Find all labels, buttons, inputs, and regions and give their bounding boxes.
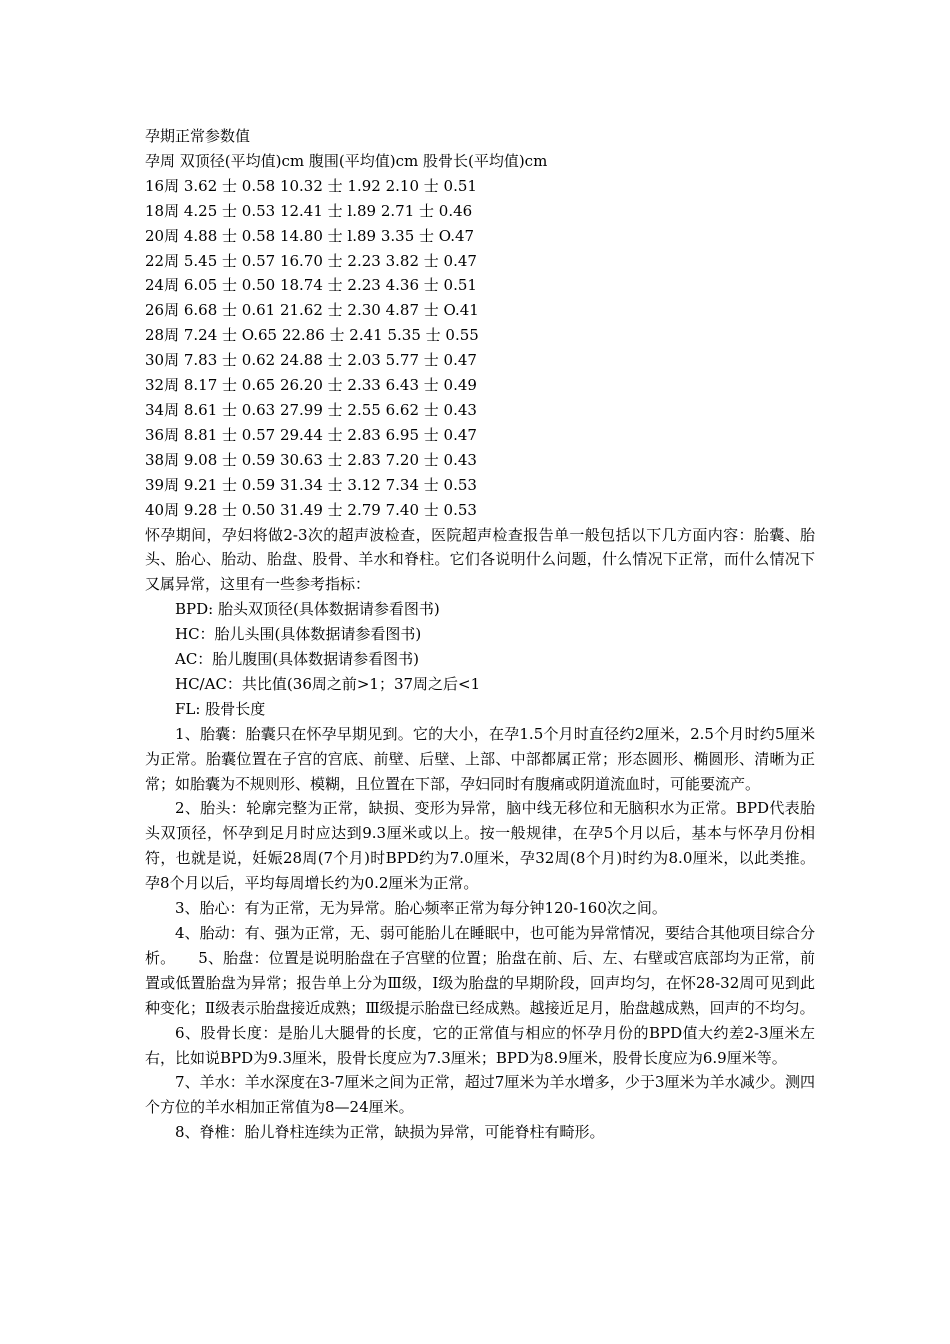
table-header: 孕周 双顶径(平均值)cm 腹围(平均值)cm 股骨长(平均值)cm [145,151,548,170]
abbreviation-hc: HC：胎儿头围(具体数据请参看图书) [175,625,422,644]
table-row: 36周 8.81 士 0.57 29.44 士 2.83 6.95 士 0.47 [145,425,477,444]
document-body [145,124,815,1145]
document-title: 孕期正常参数值 [145,127,251,145]
table-row: 26周 6.68 士 0.61 21.62 士 2.30 4.87 士 O.41 [145,301,479,320]
abbreviation-list [145,597,815,722]
section-femur-length: 6、股骨长度：是胎儿大腿骨的长度，它的正常值与相应的怀孕月份的BPD值大约差2-3厘米左右，比如说BPD为9.3厘米，股骨长度应为7.3厘米；BPD为8.9厘米，股骨长度应为6.9厘米等。 [145,1023,815,1067]
abbreviation-bpd: BPD: 胎头双顶径(具体数据请参看图书) [175,600,440,619]
section-gestational-sac: 1、胎囊：胎囊只在怀孕早期见到。它的大小，在孕1.5个月时直径约2厘米，2.5个月时约5厘米为正常。胎囊位置在子宫的宫底、前壁、后壁、上部、中部都属正常；形态圆形、椭圆形、清晰为正常；如胎囊为不规则形、模糊，且位置在下部，孕妇同时有腹痛或阴道流血时，可能要流产。 [145,724,815,793]
table-row: 20周 4.88 士 0.58 14.80 士 l.89 3.35 士 O.47 [145,226,475,245]
sections [145,722,815,1145]
abbreviation-ac: AC：胎儿腹围(具体数据请参看图书) [175,650,420,669]
table-row: 34周 8.61 士 0.63 27.99 士 2.55 6.62 士 0.43 [145,400,477,419]
table-row: 22周 5.45 士 0.57 16.70 士 2.23 3.82 士 0.47 [145,251,477,270]
table-row: 40周 9.28 士 0.50 31.49 士 2.79 7.40 士 0.53 [145,500,477,519]
section-spine: 8、脊椎：胎儿脊柱连续为正常，缺损为异常，可能脊柱有畸形。 [175,1123,605,1142]
table-row: 39周 9.21 士 0.59 31.34 士 3.12 7.34 士 0.53 [145,475,477,494]
abbreviation-hc-ac: HC/AC：共比值(36周之前>1；37周之后<1 [175,674,481,693]
section-fetal-heart: 3、胎心：有为正常，无为异常。胎心频率正常为每分钟120-160次之间。 [175,899,667,918]
table-row: 24周 6.05 士 0.50 18.74 士 2.23 4.36 士 0.51 [145,276,477,295]
table-row: 16周 3.62 士 0.58 10.32 士 1.92 2.10 士 0.51 [145,176,477,195]
table-row: 18周 4.25 士 0.53 12.41 士 l.89 2.71 士 0.46 [145,201,473,220]
section-fetal-movement-placenta: 4、胎动：有、强为正常，无、弱可能胎儿在睡眠中，也可能为异常情况，要结合其他项目综合分析。 5、胎盘：位置是说明胎盘在子宫壁的位置；胎盘在前、后、左、右壁或宫底部均为正常，前置或低置胎盘为异常；报告单上分为Ⅲ级，Ⅰ级为胎盘的早期阶段，回声均匀，在怀28-32周可见到此种变化；Ⅱ级表示胎盘接近成熟；Ⅲ级提示胎盘已经成熟。越接近足月，胎盘越成熟，回声的不均匀。 [145,924,815,1017]
intro-paragraph: 怀孕期间，孕妇将做2-3次的超声波检查，医院超声检查报告单一般包括以下几方面内容：胎囊、胎头、胎心、胎动、胎盘、股骨、羊水和脊柱。它们各说明什么问题，什么情况下正常，而什么情况下又属异常，这里有一些参考指标： [145,525,815,594]
abbreviation-fl: FL: 股骨长度 [175,699,266,718]
table-row: 30周 7.83 士 0.62 24.88 士 2.03 5.77 士 0.47 [145,351,477,370]
table-row: 28周 7.24 士 O.65 22.86 士 2.41 5.35 士 0.55 [145,326,479,345]
data-rows [145,174,815,523]
section-amniotic-fluid: 7、羊水：羊水深度在3-7厘米之间为正常，超过7厘米为羊水增多，少于3厘米为羊水减少。测四个方位的羊水相加正常值为8—24厘米。 [145,1073,815,1117]
table-row: 32周 8.17 士 0.65 26.20 士 2.33 6.43 士 0.49 [145,376,477,395]
table-row: 38周 9.08 士 0.59 30.63 士 2.83 7.20 士 0.43 [145,450,477,469]
section-fetal-head: 2、胎头：轮廓完整为正常，缺损、变形为异常，脑中线无移位和无脑积水为正常。BPD代表胎头双顶径，怀孕到足月时应达到9.3厘米或以上。按一般规律，在孕5个月以后，基本与怀孕月份相符，也就是说，妊娠28周(7个月)时BPD约为7.0厘米，孕32周(8个月)时约为8.0厘米，以此类推。孕8个月以后，平均每周增长约为0.2厘米为正常。 [145,799,815,893]
